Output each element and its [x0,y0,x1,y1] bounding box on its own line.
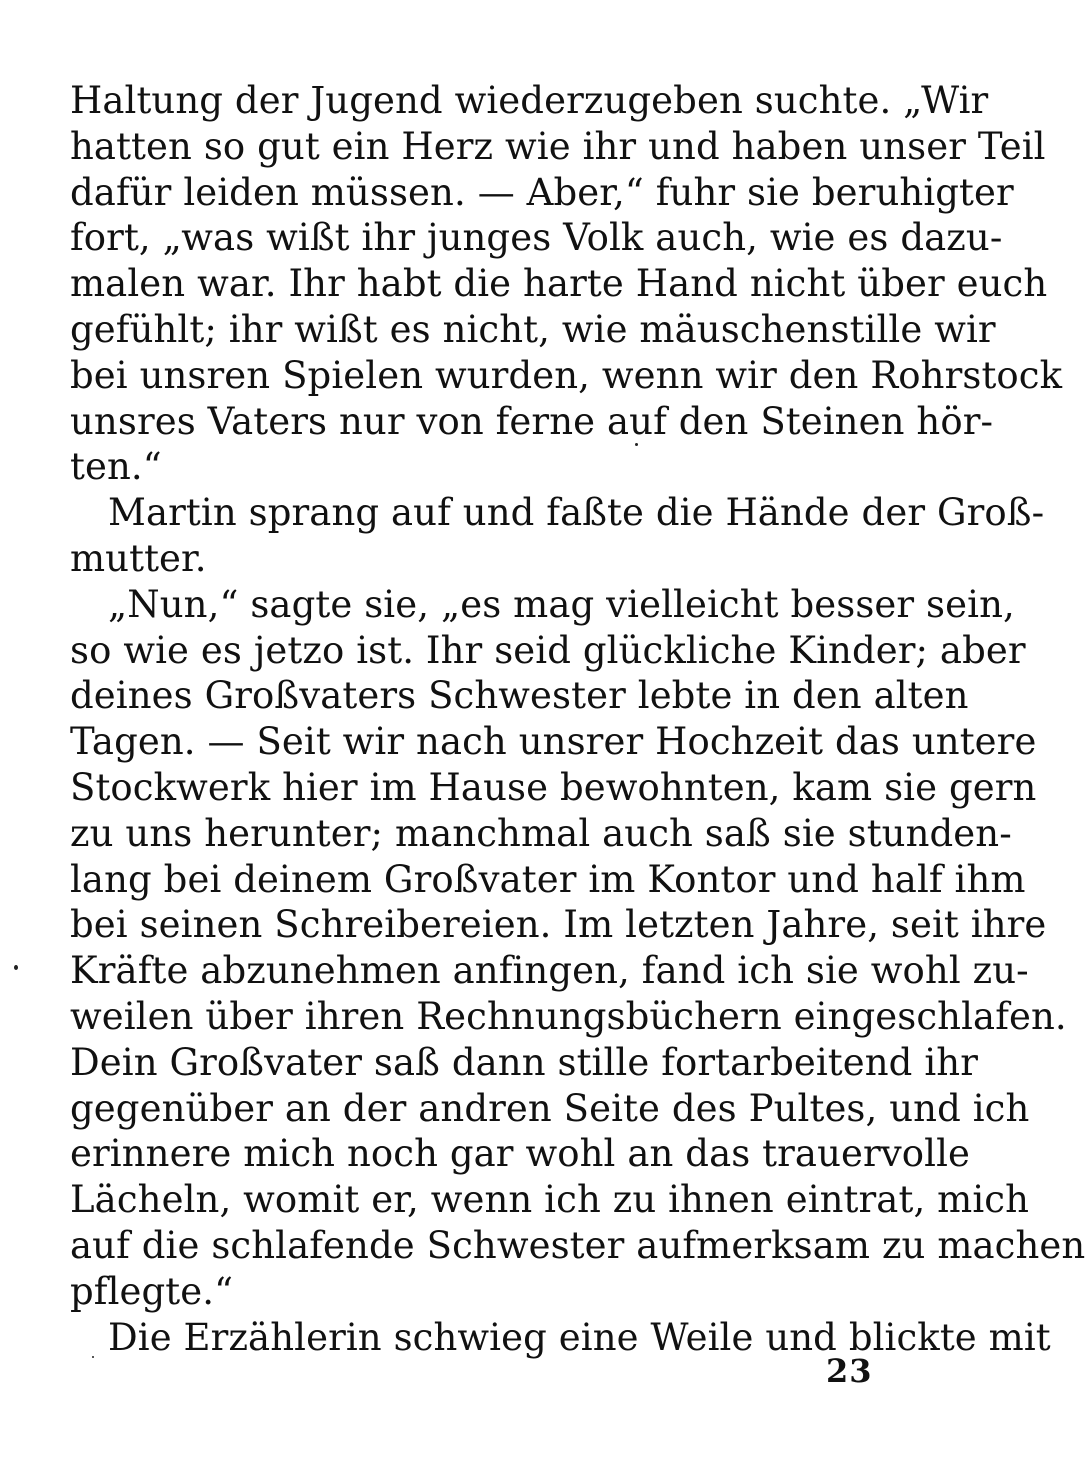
page-number: 23 [826,1352,873,1390]
text-line: Tagen. — Seit wir nach unsrer Hochzeit das untere [70,720,1037,764]
ink-speck [14,965,18,970]
text-line: Stockwerk hier im Hause bewohnten, kam sie gern [70,765,1037,809]
text-line: Kräfte abzunehmen anfingen, fand ich sie wohl zu- [70,949,1029,993]
text-line: Martin sprang auf und faßte die Hände der Groß- [108,491,1045,535]
text-line: lang bei deinem Großvater im Kontor und half ihm [70,857,1026,901]
text-line: gefühlt; ihr wißt es nicht, wie mäuschenstille wir [70,307,996,351]
ink-speck [635,443,638,446]
text-line: fort, „was wißt ihr junges Volk auch, wie es dazu- [70,216,1003,260]
body-text [70,78,1085,1360]
text-line: dafür leiden müssen. — Aber,“ fuhr sie beruhigter [70,170,1014,214]
text-line: Dein Großvater saß dann stille fortarbeitend ihr [70,1040,978,1084]
text-line: bei unsren Spielen wurden, wenn wir den Rohrstock [70,353,1063,397]
text-line: deines Großvaters Schwester lebte in den alten [70,674,969,718]
text-line: malen war. Ihr habt die harte Hand nicht über euch [70,262,1048,306]
text-line: Lächeln, womit er, wenn ich zu ihnen eintrat, mich [70,1178,1030,1222]
text-line: Die Erzählerin schwieg eine Weile und blickte mit [108,1315,1051,1359]
text-line: so wie es jetzo ist. Ihr seid glückliche Kinder; aber [70,628,1026,672]
text-line: auf die schlafende Schwester aufmerksam zu machen [70,1223,1085,1267]
text-line: bei seinen Schreibereien. Im letzten Jahre, seit ihre [70,903,1047,947]
text-line: weilen über ihren Rechnungsbüchern eingeschlafen. [70,994,1067,1038]
ink-speck [92,1356,94,1358]
text-line: mutter. [70,536,207,580]
text-line: unsres Vaters nur von ferne auf den Steinen hör- [70,399,994,443]
text-line: pflegte.“ [70,1269,234,1313]
text-line: „Nun,“ sagte sie, „es mag vielleicht besser sein, [108,582,1015,626]
text-line: gegenüber an der andren Seite des Pultes, und ich [70,1086,1030,1130]
text-line: zu uns herunter; manchmal auch saß sie stunden- [70,811,1012,855]
text-line: erinnere mich noch gar wohl an das trauervolle [70,1132,971,1176]
text-line: ten.“ [70,445,162,489]
text-line: hatten so gut ein Herz wie ihr und haben unser Teil [70,124,1046,168]
text-line: Haltung der Jugend wiederzugeben suchte. „Wir [70,79,989,122]
